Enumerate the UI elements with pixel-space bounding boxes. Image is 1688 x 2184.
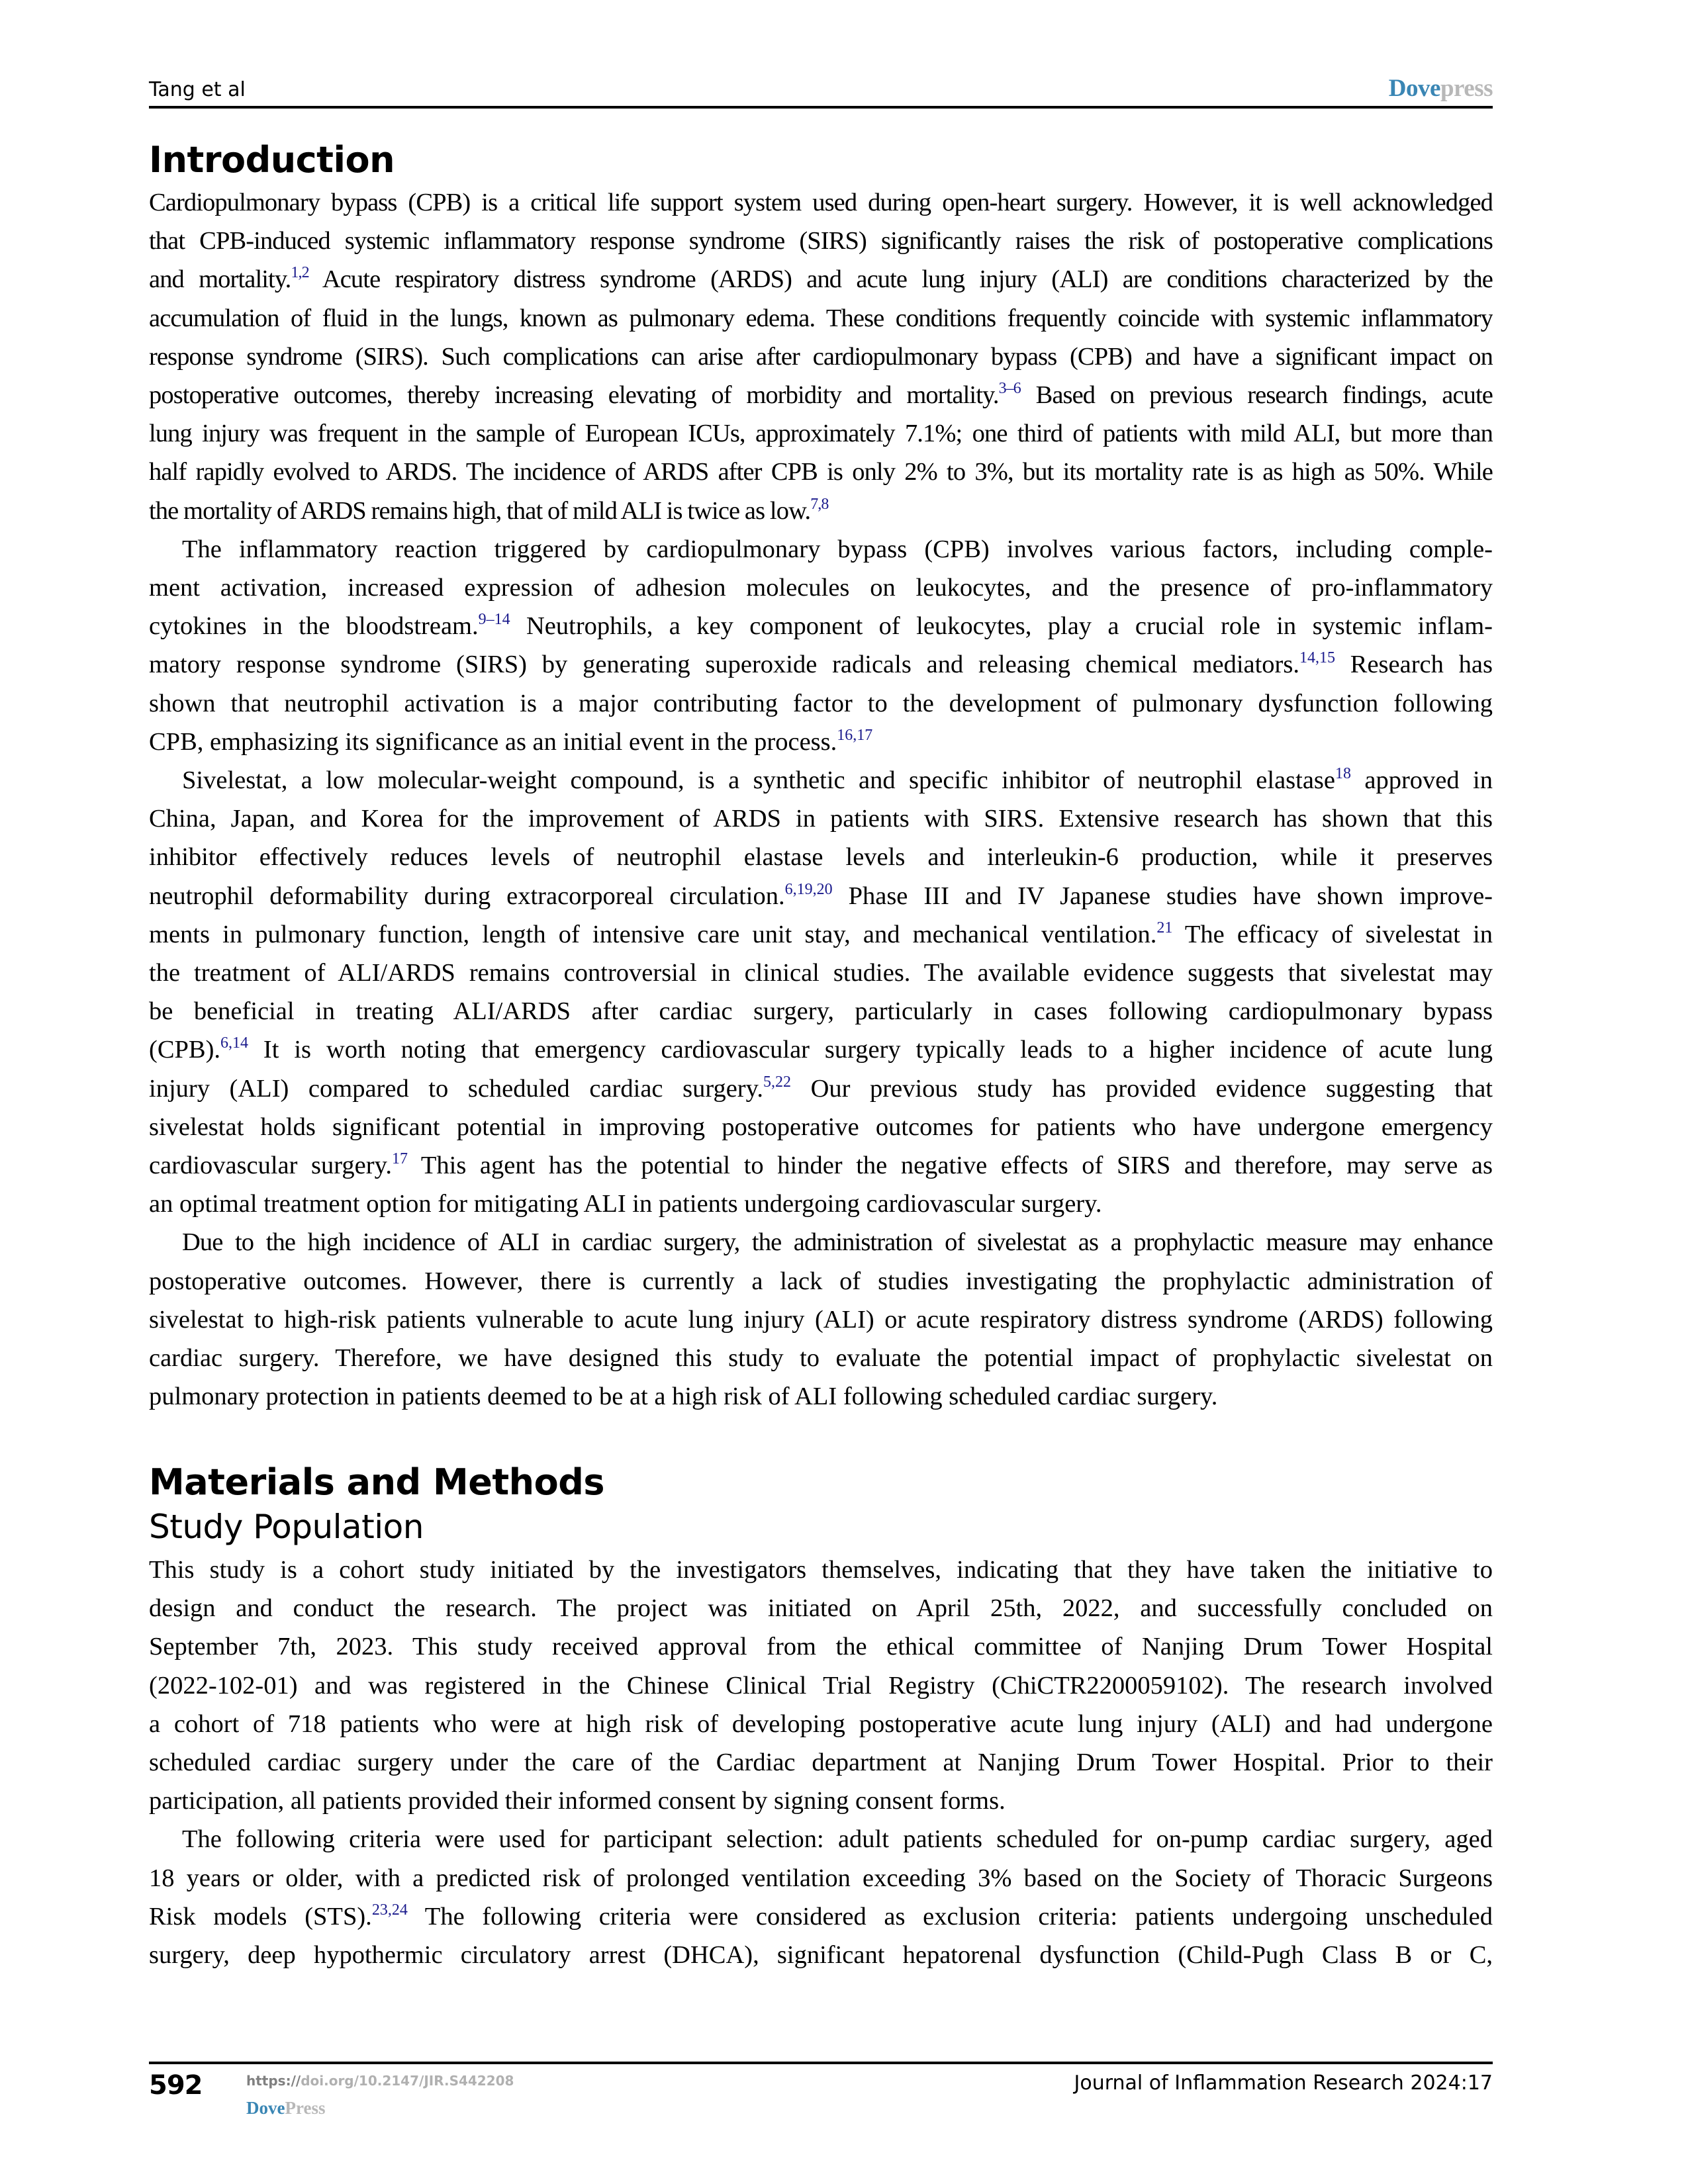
citation-link[interactable]: 17 [391, 1150, 408, 1167]
text-line: (2022-102-01) and was registered in the Chinese Clinical Trial Registry (ChiCTR2200059102). The research involved [149, 1671, 1493, 1700]
text-line: pulmonary protection in patients deemed to be at a high risk of ALI following scheduled cardiac surgery. [149, 1383, 1218, 1411]
citation-link[interactable]: 6,14 [220, 1034, 249, 1052]
citation-link[interactable]: 7,8 [810, 495, 829, 513]
citation-link[interactable]: 18 [1335, 765, 1351, 782]
footer-rule [149, 2062, 1493, 2064]
journal-citation: Journal of Inflammation Research 2024:17 [1074, 2071, 1493, 2095]
text-line: Cardiopulmonary bypass (CPB) is a critical life support system used during open-heart surgery. However, it is well acknowledged [149, 189, 1493, 216]
section-heading-methods: Materials and Methods [149, 1461, 604, 1503]
text-line: 18 years or older, with a predicted risk of prolonged ventilation exceeding 3% based on the Society of Thoracic Surgeons [149, 1864, 1493, 1892]
logo-press: press [1440, 75, 1493, 102]
text-line: The inflammatory reaction triggered by cardiopulmonary bypass (CPB) involves various factors, including comple- [182, 535, 1493, 563]
text-line: shown that neutrophil activation is a major contributing factor to the development of pulmonary dysfunction following [149, 689, 1493, 717]
text-line: cardiac surgery. Therefore, we have designed this study to evaluate the potential impact of prophylactic sivelestat on [149, 1344, 1493, 1372]
text-line: lung injury was frequent in the sample of European ICUs, approximately 7.1%; one third of patients with mild ALI, but more than [149, 420, 1493, 448]
citation-link[interactable]: 3–6 [998, 380, 1021, 397]
text-line: The following criteria were used for participant selection: adult patients scheduled for on-pump cardiac surgery, aged [182, 1825, 1493, 1854]
citation-link[interactable]: 16,17 [837, 726, 873, 744]
text-line: matory response syndrome (SIRS) by generating superoxide radicals and releasing chemical mediators.$^{14,15}$ Research has [149, 649, 1493, 679]
running-head: Tang et al [149, 78, 246, 101]
citation-link[interactable]: 6,19,20 [784, 880, 833, 898]
subheading-study-population: Study Population [149, 1508, 424, 1546]
text-line: scheduled cardiac surgery under the care of the Cardiac department at Nanjing Drum Tower Hospital. Prior to their [149, 1749, 1493, 1776]
page-number: 592 [149, 2070, 203, 2101]
section-heading-introduction: Introduction [149, 139, 395, 181]
citation-link[interactable]: 14,15 [1299, 649, 1335, 667]
publisher-logo[interactable] [1389, 74, 1493, 103]
text-line: neutrophil deformability during extracorporeal circulation.$^{6,19,20}$ Phase III and IV Japanese studies have shown improve- [149, 880, 1493, 910]
text-line: postoperative outcomes, thereby increasing elevating of morbidity and mortality.$^{3-6}$ Based on previous research findings, acute [149, 380, 1493, 409]
doi-link[interactable]: https://doi.org/10.2147/JIR.S442208 [246, 2073, 514, 2089]
citation-link[interactable]: 9–14 [478, 611, 510, 629]
citation-link[interactable]: 23,24 [371, 1901, 408, 1919]
text-line: and mortality.$^{1,2}$ Acute respiratory distress syndrome (ARDS) and acute lung injury (ALI) are conditions characterized by the [149, 264, 1493, 294]
text-line: postoperative outcomes. However, there is currently a lack of studies investigating the prophylactic administration of [149, 1267, 1493, 1295]
text-line: design and conduct the research. The project was initiated on April 25th, 2022, and successfully concluded on [149, 1594, 1493, 1623]
text-line: inhibitor effectively reduces levels of neutrophil elastase levels and interleukin-6 production, while it preserves [149, 843, 1493, 872]
text-line: accumulation of fluid in the lungs, known as pulmonary edema. These conditions frequently coincide with systemic inflammatory [149, 304, 1493, 332]
text-line: an optimal treatment option for mitigating ALI in patients undergoing cardiovascular surgery. [149, 1190, 1102, 1218]
text-line: Risk models (STS).$^{23,24}$ The following criteria were considered as exclusion criteria: patients undergoing unscheduled [149, 1901, 1493, 1931]
text-line: sivelestat holds significant potential in improving postoperative outcomes for patients who have undergone emergency [149, 1113, 1493, 1141]
text-line: cytokines in the bloodstream.$^{9-14}$ Neutrophils, a key component of leukocytes, play a crucial role in systemic inflam- [149, 611, 1493, 641]
text-line: cardiovascular surgery.$^{17}$ This agent has the potential to hinder the negative effects of SIRS and therefore, may serve as [149, 1150, 1493, 1179]
logo-dove: Dove [1388, 75, 1440, 102]
text-line: the mortality of ARDS remains high, that of mild ALI is twice as low.$^{7,8}$ [149, 495, 829, 525]
citation-link[interactable]: 21 [1156, 919, 1173, 936]
text-line: China, Japan, and Korea for the improvement of ARDS in patients with SIRS. Extensive research has shown that this [149, 805, 1493, 833]
text-line: Sivelestat, a low molecular-weight compound, is a synthetic and specific inhibitor of neutrophil elastase$^{18}$ approved in [182, 765, 1493, 794]
text-line: that CPB-induced systemic inflammatory response syndrome (SIRS) significantly raises the risk of postoperative complications [149, 227, 1493, 255]
text-line: response syndrome (SIRS). Such complications can arise after cardiopulmonary bypass (CPB) and have a significant impact on [149, 342, 1493, 371]
text-line: the treatment of ALI/ARDS remains controversial in clinical studies. The available evidence suggests that sivelestat may [149, 959, 1493, 987]
text-line: September 7th, 2023. This study received approval from the ethical committee of Nanjing Drum Tower Hospital [149, 1633, 1493, 1661]
text-line: be beneficial in treating ALI/ARDS after cardiac surgery, particularly in cases following cardiopulmonary bypass [149, 997, 1493, 1026]
text-line: ments in pulmonary function, length of intensive care unit stay, and mechanical ventilation.$^{21}$ The efficacy of sivelestat in [149, 919, 1493, 948]
citation-link[interactable]: 1,2 [291, 264, 309, 282]
text-line: sivelestat to high-risk patients vulnerable to acute lung injury (ALI) or acute respiratory distress syndrome (ARDS) following [149, 1305, 1493, 1334]
text-line: This study is a cohort study initiated by the investigators themselves, indicating that they have taken the initiative to [149, 1556, 1493, 1584]
text-line: surgery, deep hypothermic circulatory arrest (DHCA), significant hepatorenal dysfunction (Child-Pugh Class B or C, [149, 1941, 1493, 1969]
text-line: injury (ALI) compared to scheduled cardiac surgery.$^{5,22}$ Our previous study has provided evidence suggesting that [149, 1073, 1493, 1103]
footer-publisher-logo[interactable]: DovePress [246, 2098, 326, 2118]
text-line: Due to the high incidence of ALI in cardiac surgery, the administration of sivelestat as a prophylactic measure may enhance [182, 1228, 1493, 1257]
text-line: participation, all patients provided their informed consent by signing consent forms. [149, 1787, 1006, 1815]
text-line: a cohort of 718 patients who were at high risk of developing postoperative acute lung injury (ALI) and had undergone [149, 1709, 1493, 1738]
header-rule [149, 106, 1493, 109]
text-line: ment activation, increased expression of adhesion molecules on leukocytes, and the presence of pro-inflammatory [149, 574, 1493, 602]
text-line: half rapidly evolved to ARDS. The incidence of ARDS after CPB is only 2% to 3%, but its mortality rate is as high as 50%. While [149, 458, 1493, 486]
citation-link[interactable]: 5,22 [763, 1073, 791, 1091]
text-line: CPB, emphasizing its significance as an initial event in the process.$^{16,17}$ [149, 726, 873, 756]
text-line: (CPB).$^{6,14}$ It is worth noting that emergency cardiovascular surgery typically leads to a higher incidence of acute lung [149, 1034, 1493, 1064]
